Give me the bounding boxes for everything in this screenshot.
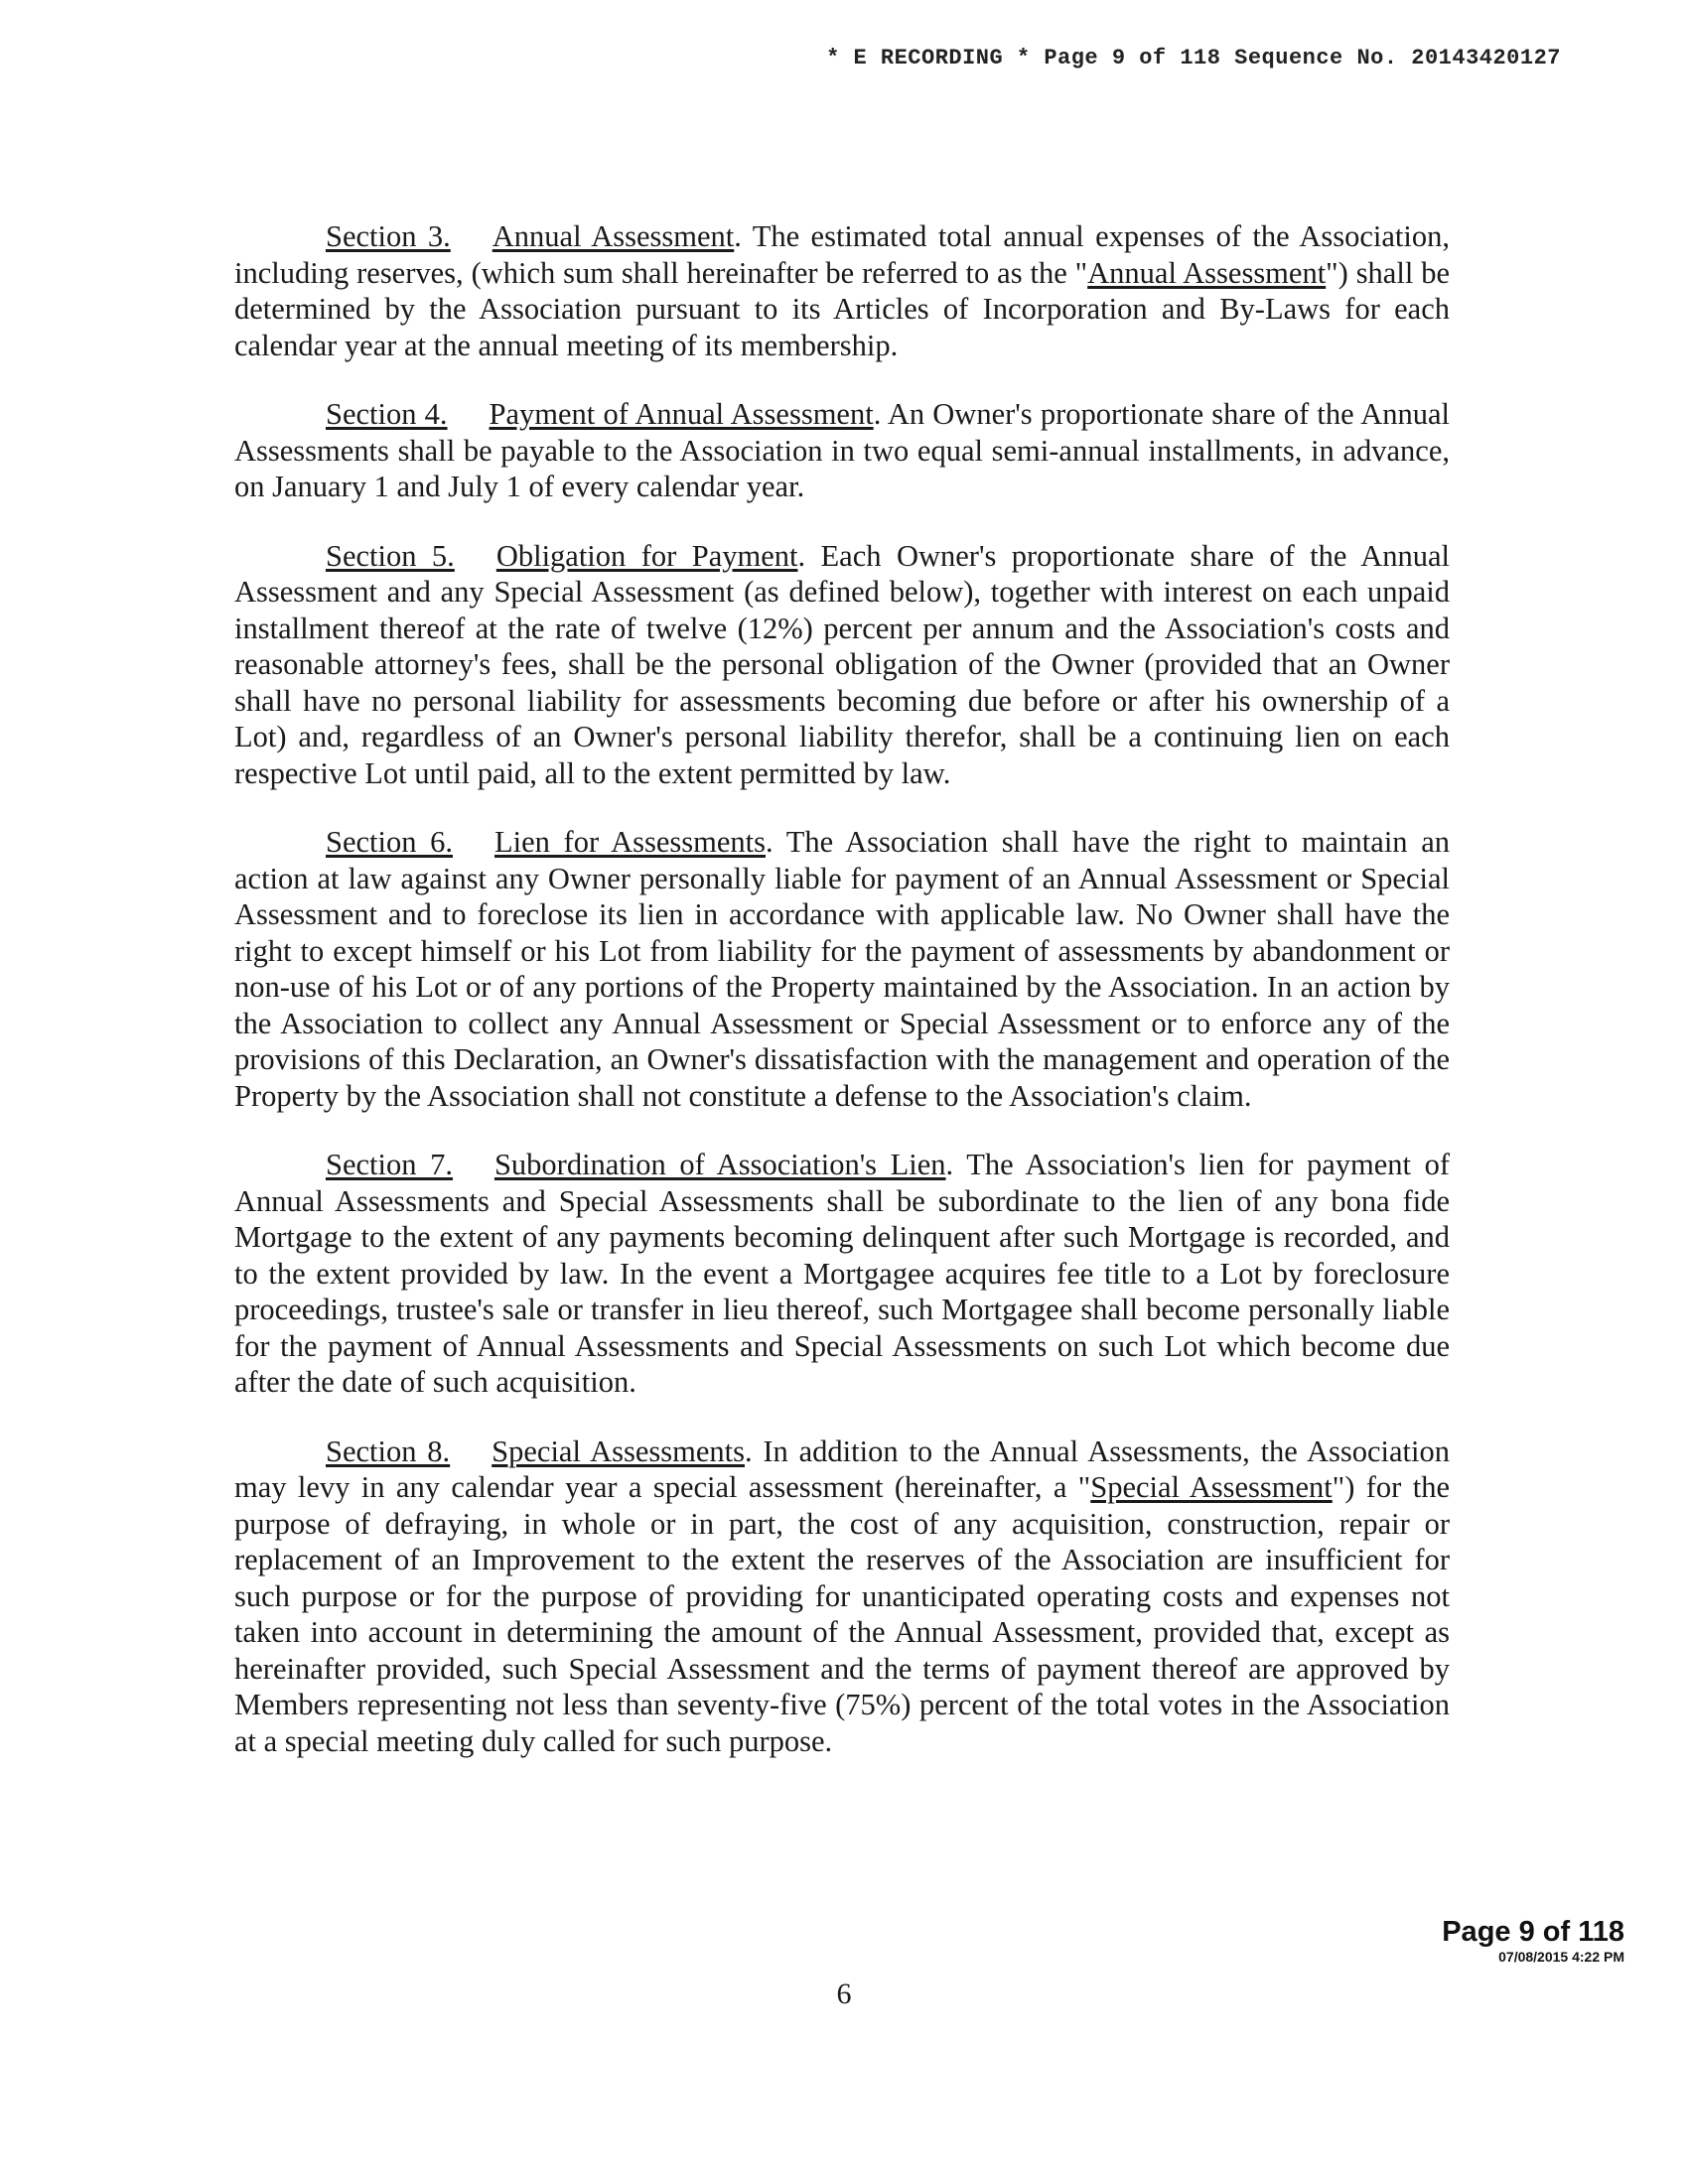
section-5 — [234, 538, 1450, 792]
defined-term: Special Assessment — [1090, 1470, 1333, 1504]
stamp-page-count: Page 9 of 118 — [1442, 1916, 1624, 1948]
section-text: . The estimated total annual expenses of the Association, including reserves, (which sum shall hereinafter be referred to as the " — [234, 219, 1450, 290]
section-title: Annual Assessment — [492, 219, 735, 253]
section-title: Obligation for Payment — [495, 538, 798, 573]
recording-stamp — [1442, 1916, 1624, 1966]
section-text: ") shall be determined by the Association pursuant to its Articles of Incorporation and By-Laws for each calendar year at the annual meeting of its membership. — [234, 255, 1450, 362]
section-text: . Each Owner's proportionate share of the Annual Assessment and any Special Assessment (as defined below), together with interest on each unpaid installment thereof at the rate of twelve (12%) percent per annum and the Association's costs and reasonable attorney's fees, shall be the personal obligation of the Owner (provided that an Owner shall have no personal liability for assessments becoming due before or after his ownership of a Lot) and, regardless of an Owner's personal liability therefor, shall be a continuing lien on each respective Lot until paid, all to the extent permitted by law. — [234, 538, 1450, 790]
document-body — [234, 218, 1450, 1792]
section-text: . In addition to the Annual Assessments, the Association may levy in any calendar year a special assessment (hereinafter, a " — [234, 1433, 1450, 1504]
defined-term: Annual Assessment — [1087, 255, 1327, 290]
recording-header: * E RECORDING * Page 9 of 118 Sequence No. 20143420127 — [826, 46, 1561, 70]
section-label: Section 8. — [326, 1433, 451, 1468]
section-title: Lien for Assessments — [494, 825, 766, 859]
section-title: Special Assessments — [492, 1433, 745, 1468]
section-label: Section 5. — [326, 538, 455, 573]
section-4 — [234, 396, 1450, 505]
section-7 — [234, 1147, 1450, 1401]
section-label: Section 7. — [326, 1148, 453, 1181]
section-6 — [234, 824, 1450, 1114]
section-text: ") for the purpose of defraying, in whole or in part, the cost of any acquisition, construction, repair or replacement of an Improvement to the extent the reserves of the Association are insufficient for such purpose or for the purpose of providing for unanticipated operating costs and expenses not taken into account in determining the amount of the Annual Assessment, provided that, except as hereinafter provided, such Special Assessment and the terms of payment thereof are approved by Members representing not less than seventy-five (75%) percent of the total votes in the Association at a special meeting duly called for such purpose. — [234, 1470, 1450, 1758]
section-3 — [234, 218, 1450, 363]
section-label: Section 4. — [326, 397, 448, 431]
section-text: . An Owner's proportionate share of the Annual Assessments shall be payable to the Association in two equal semi-annual installments, in advance, on January 1 and July 1 of every calendar year. — [234, 397, 1450, 503]
section-label: Section 3. — [326, 219, 451, 253]
section-title: Payment of Annual Assessment — [489, 397, 874, 431]
section-text: . The Association shall have the right to maintain an action at law against any Owner personally liable for payment of an Annual Assessment or Special Assessment and to foreclose its lien in accordance with applicable law. No Owner shall have the right to except himself or his Lot from liability for the payment of assessments by abandonment or non-use of his Lot or of any portions of the Property maintained by the Association. In an action by the Association to collect any Annual Assessment or Special Assessment or to enforce any of the provisions of this Declaration, an Owner's dissatisfaction with the management and operation of the Property by the Association shall not constitute a defense to the Association's claim. — [234, 825, 1450, 1113]
section-title: Subordination of Association's Lien — [493, 1148, 946, 1181]
section-8 — [234, 1433, 1450, 1760]
stamp-datetime: 07/08/2015 4:22 PM — [1498, 1949, 1624, 1965]
section-label: Section 6. — [326, 825, 454, 859]
page-number: 6 — [836, 1978, 852, 2010]
section-text: . The Association's lien for payment of Annual Assessments and Special Assessments shall be subordinate to the lien of any bona fide Mortgage to the extent of any payments becoming delinquent after such Mortgage is recorded, and to the extent provided by law. In the event a Mortgagee acquires fee title to a Lot by foreclosure proceedings, trustee's sale or transfer in lieu thereof, such Mortgagee shall become personally liable for the payment of Annual Assessments and Special Assessments on such Lot which become due after the date of such acquisition. — [234, 1148, 1450, 1399]
